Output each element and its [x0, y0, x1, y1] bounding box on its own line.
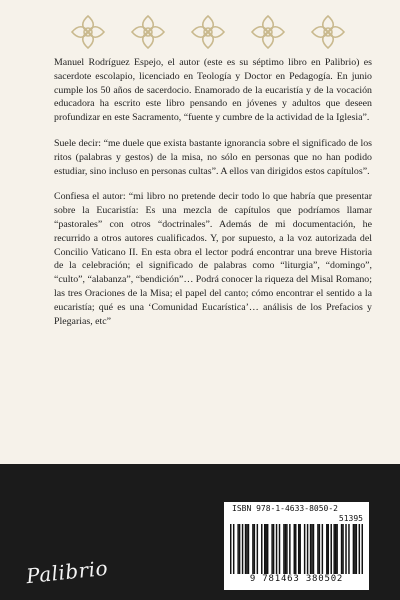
ornament-icon [248, 12, 288, 52]
barcode-box [224, 502, 369, 590]
ornament-row [0, 8, 400, 58]
paragraph-author: Manuel Rodríguez Espejo, el autor (este es su séptimo libro en Palibrio) es sacerdote escolapio, licenciado en Teología y Doctor en Pedagogía. En junio cumple los 50 años de sacerdocio. Enamorado de la eucaristía y de la vocación educadora ha escrito este libro pensando en jóvenes y adultos que deseen profundizar en este Sacramento, “fuente y cumbre de la actividad de la Iglesia”. [54, 57, 372, 124]
publisher-logo [26, 554, 136, 594]
paragraph-quote: Suele decir: “me duele que exista bastante ignorancia sobre el significado de los ritos (palabras y gestos) de la misa, no sólo en personas que no han podido estudiar, sino incluso en personas cultas”. A ellos van dirigidos estos capítulos”. [54, 137, 372, 177]
ornament-icon [128, 12, 168, 52]
bottom-band [0, 464, 400, 600]
publisher-logo-text: Palibrio [24, 555, 110, 589]
paragraph-confession: Confiesa el autor: “mi libro no pretende decir todo lo que habría que presentar sobre la Eucaristía: Es una mezcla de capítulos que podríamos llamar “pastorales” con otros “doctrinales”. Además de mi documentación, he recurrido a otros autores cualificados. Y, por supuesto, a la voz autorizada del Concilio Vaticano II. En esta obra el lector podrá encontrar una breve Historia de la celebración; el significado de palabras como “liturgia”, “domingo”, “culto”, “alabanza”, “bendición”… Podrá conocer la riqueza del Misal Romano; las tres Oraciones de la Misa; el papel del canto; cómo encontrar el sentido a la eucaristía; qué es una ‘Comunidad Eucarística’… análisis de los Prefacios y Plegarias, etc” [54, 191, 372, 327]
ornament-icon [68, 12, 108, 52]
barcode-digits: 9 781463 380502 [249, 574, 344, 584]
ornament-icon [188, 12, 228, 52]
ornament-icon [308, 12, 348, 52]
isbn-label: ISBN 978-1-4633-8050-2 [232, 504, 338, 513]
back-cover-text [54, 56, 372, 340]
barcode-bars [230, 524, 363, 574]
price-code: 51395 [338, 514, 363, 523]
